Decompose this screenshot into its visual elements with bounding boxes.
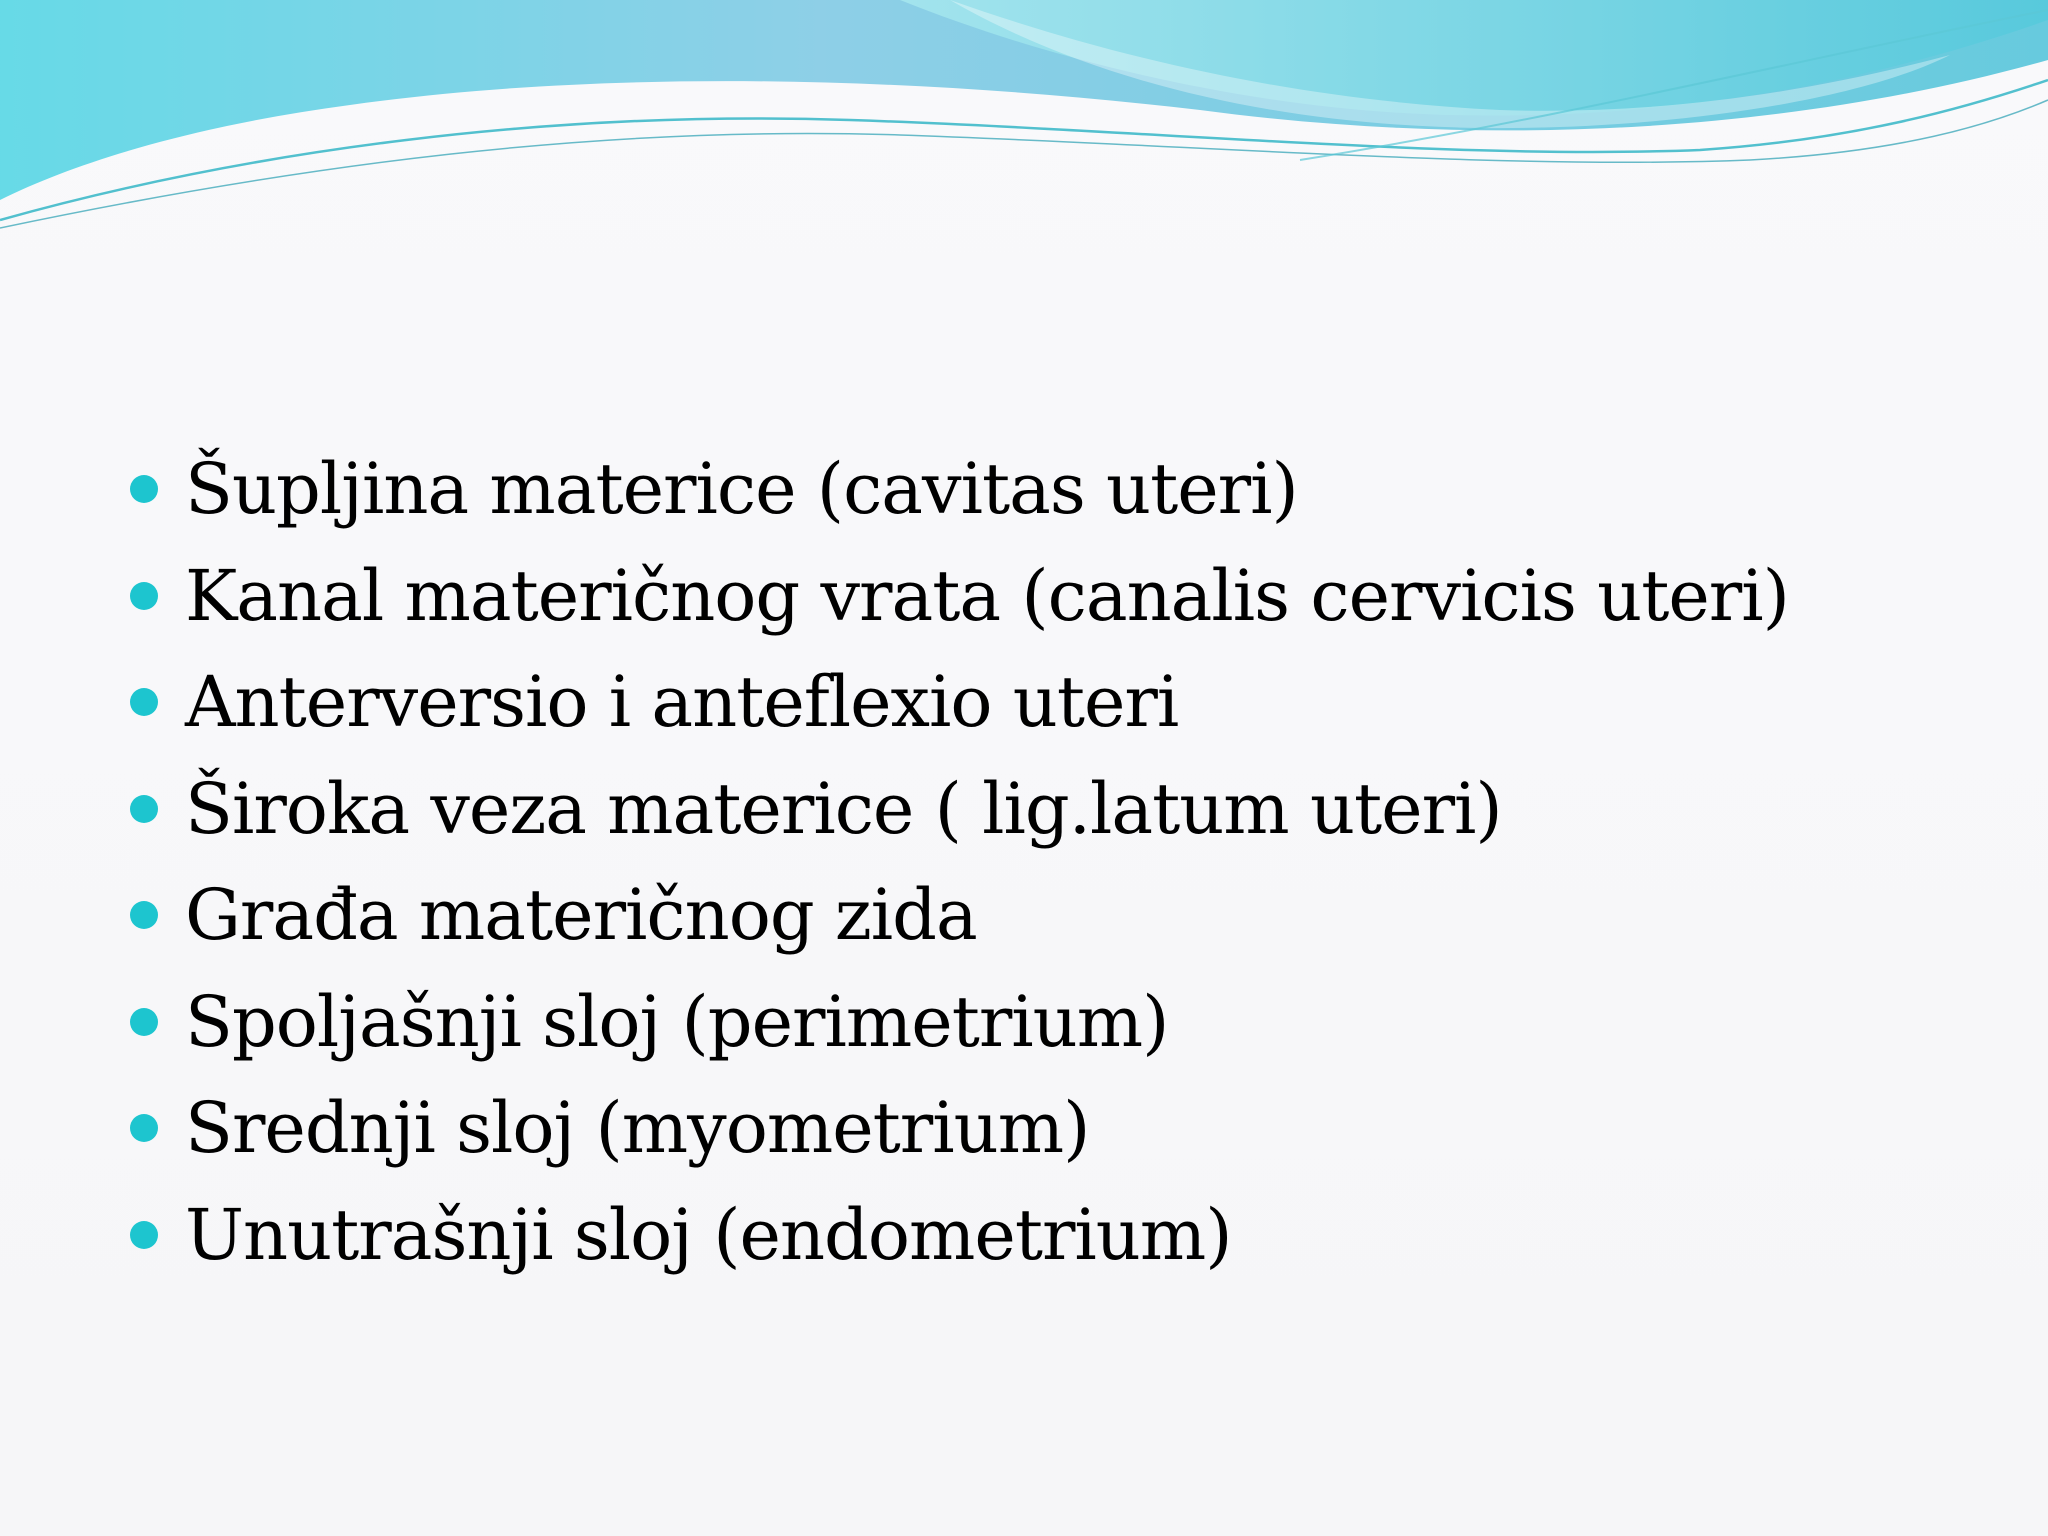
- list-item: [130, 862, 1950, 969]
- bullet-text: Kanal materičnog vrata (canalis cervicis uteri): [185, 554, 1789, 637]
- list-item: [130, 436, 1950, 543]
- bullet-icon: [130, 688, 158, 716]
- list-item: [130, 1075, 1950, 1182]
- bullet-text: Unutrašnji sloj (endometrium): [185, 1193, 1232, 1276]
- list-item: [130, 1182, 1950, 1289]
- list-item: [130, 649, 1950, 756]
- bullet-text: Spoljašnji sloj (perimetrium): [185, 980, 1169, 1063]
- bullet-list: [130, 436, 1950, 1288]
- bullet-text: Srednji sloj (myometrium): [185, 1087, 1090, 1170]
- list-item: [130, 756, 1950, 863]
- bullet-icon: [130, 795, 158, 823]
- bullet-text: Široka veza materice ( lig.latum uteri): [185, 767, 1502, 850]
- bullet-icon: [130, 582, 158, 610]
- bullet-icon: [130, 1221, 158, 1249]
- bullet-text: Građa materičnog zida: [185, 874, 977, 957]
- bullet-icon: [130, 475, 158, 503]
- bullet-icon: [130, 1114, 158, 1142]
- bullet-icon: [130, 901, 158, 929]
- bullet-icon: [130, 1008, 158, 1036]
- bullet-text: Anterversio i anteflexio uteri: [185, 661, 1179, 744]
- list-item: [130, 543, 1950, 650]
- bullet-text: Šupljina materice (cavitas uteri): [185, 448, 1298, 531]
- list-item: [130, 969, 1950, 1076]
- decorative-wave-header: [0, 0, 2048, 240]
